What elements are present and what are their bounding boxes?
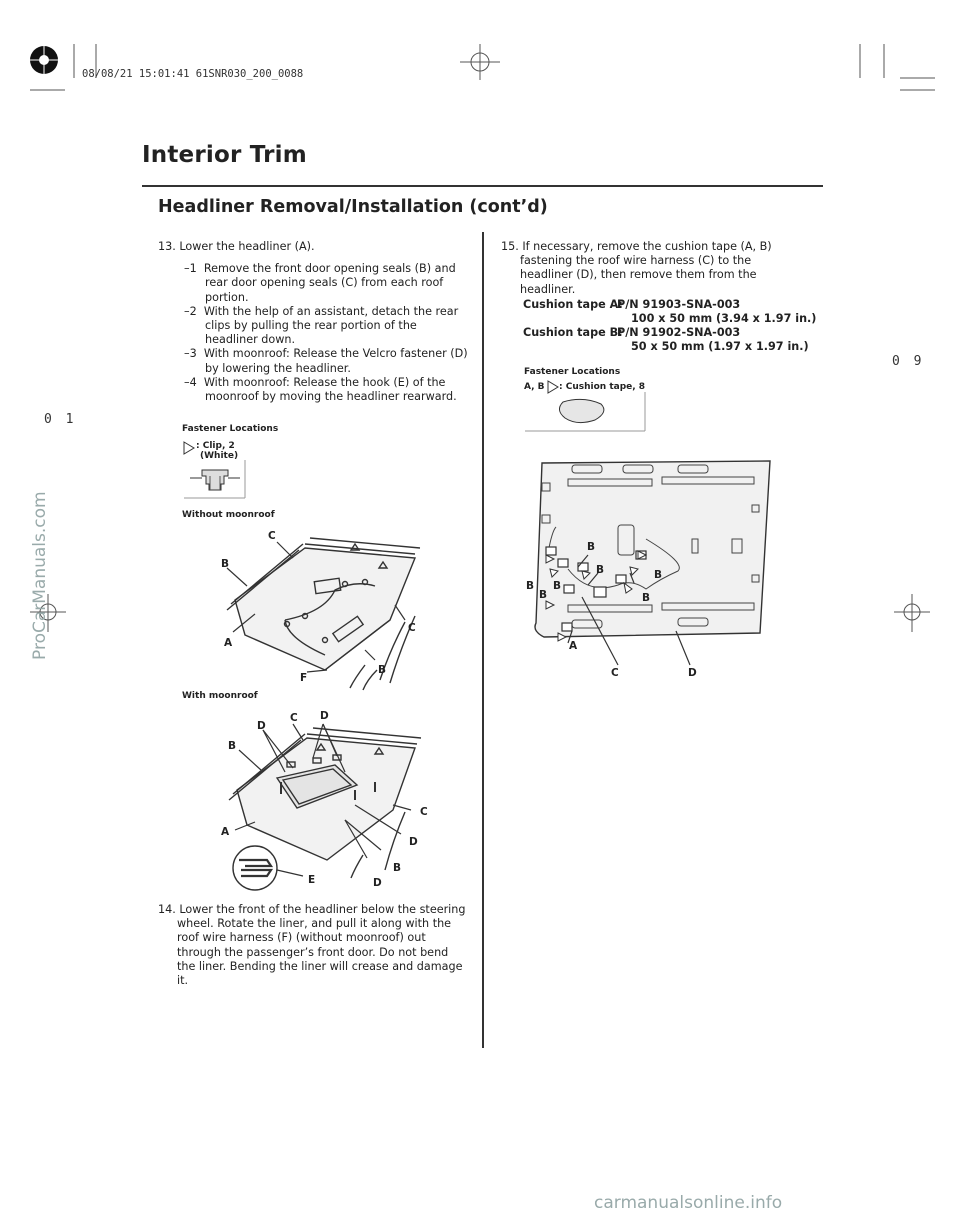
- cushion-tape-a-pn: P/N 91903-SNA-003: [617, 298, 741, 311]
- callout-d: D: [409, 836, 418, 848]
- callout-d: D: [373, 877, 382, 889]
- cushion-tape-b-size: 50 x 50 mm (1.97 x 1.97 in.): [631, 340, 809, 353]
- callout-b: B: [553, 580, 562, 592]
- callout-d: D: [320, 710, 329, 722]
- step-14: [158, 903, 468, 988]
- side-watermark: ProCarManuals.com: [30, 491, 50, 660]
- callout-b: B: [596, 564, 605, 576]
- substep-num: –1: [184, 262, 197, 276]
- step-14-number: 14.: [158, 903, 176, 916]
- substep-num: –3: [184, 347, 197, 361]
- step-15-text: If necessary, remove the cushion tape (A, B) fastening the roof wire harness (C) to the headliner (D), then remove them from the headliner.: [520, 240, 772, 296]
- callout-c: C: [268, 530, 276, 542]
- step-15: [501, 240, 806, 297]
- column-divider: [482, 232, 484, 1048]
- substep-text: With moonroof: Release the hook (E) of the moonroof by moving the headliner rearward.: [203, 375, 457, 404]
- cushion-tape-b-label: Cushion tape B:: [523, 326, 623, 339]
- callout-b: B: [642, 592, 651, 604]
- cushion-tape-a-label: Cushion tape A:: [523, 298, 623, 311]
- clip-color: (White): [200, 451, 239, 461]
- clip-label: : Clip, 2: [196, 441, 235, 451]
- section-title: Interior Trim: [142, 142, 307, 168]
- headliner-with-moonroof-figure: [215, 710, 475, 890]
- substep-text: Remove the front door opening seals (B) and rear door opening seals (C) from each roof portion.: [203, 262, 456, 304]
- step-13-number: 13.: [158, 240, 176, 253]
- callout-d: D: [257, 720, 266, 732]
- substep-text: With moonroof: Release the Velcro fastener (D) by lowering the headliner.: [203, 347, 468, 375]
- cushion-tape-a-size: 100 x 50 mm (3.94 x 1.97 in.): [631, 312, 817, 325]
- cushion-tape-icon: [523, 390, 648, 435]
- substep-num: –4: [184, 375, 197, 389]
- callout-b: B: [526, 580, 535, 592]
- title-rule: [142, 185, 823, 187]
- headliner-plan-figure: [528, 455, 778, 645]
- callout-c: C: [408, 622, 416, 634]
- bottom-watermark: carmanualsonline.info: [594, 1193, 783, 1213]
- substep-text: With the help of an assistant, detach the rear clips by pulling the rear portion of the headliner down.: [203, 304, 459, 347]
- callout-b: B: [221, 558, 230, 570]
- print-stamp: 08/08/21 15:01:41 61SNR030_200_0088: [82, 68, 304, 80]
- callout-b: B: [654, 569, 663, 581]
- fastener-locations-label: Fastener Locations: [182, 424, 279, 434]
- callout-e: E: [308, 874, 316, 886]
- callout-b: B: [378, 664, 387, 676]
- callout-c: C: [290, 712, 298, 724]
- cushion-tape-b-pn: P/N 91902-SNA-003: [617, 326, 741, 339]
- step-14-text: Lower the front of the headliner below the steering wheel. Rotate the liner, and pull it along with the roof wire harness (F) (without moonroof) out through the passenger’s front door. Do not bend the liner. Bending the liner will crease and damage it.: [177, 903, 466, 988]
- without-moonroof-label: Without moonroof: [182, 510, 275, 520]
- substep-num: –2: [184, 304, 197, 318]
- step-13-text: Lower the headliner (A).: [179, 240, 315, 253]
- ab-label: A, B: [524, 382, 545, 392]
- headliner-without-moonroof-figure: [215, 520, 475, 690]
- callout-a: A: [221, 826, 230, 838]
- callout-d: D: [688, 667, 697, 679]
- with-moonroof-label: With moonroof: [182, 691, 258, 701]
- callout-a: A: [569, 640, 578, 652]
- callout-b: B: [393, 862, 402, 874]
- step-13: [158, 240, 468, 404]
- triangle-icon: [182, 441, 196, 455]
- callout-c: C: [611, 667, 619, 679]
- cushion-tape-label: : Cushion tape, 8: [559, 382, 646, 392]
- callout-b: B: [539, 589, 548, 601]
- callout-f: F: [300, 672, 308, 684]
- fastener-locations-label: Fastener Locations: [524, 367, 621, 377]
- clip-icon: [182, 456, 252, 501]
- callout-a: A: [224, 637, 233, 649]
- margin-number-left: 0 1: [44, 412, 77, 427]
- margin-number-right: 0 9: [892, 354, 925, 369]
- callout-c: C: [420, 806, 428, 818]
- callout-b: B: [228, 740, 237, 752]
- step-15-number: 15.: [501, 240, 519, 253]
- callout-b: B: [587, 541, 596, 553]
- page-subtitle: Headliner Removal/Installation (cont’d): [158, 197, 548, 217]
